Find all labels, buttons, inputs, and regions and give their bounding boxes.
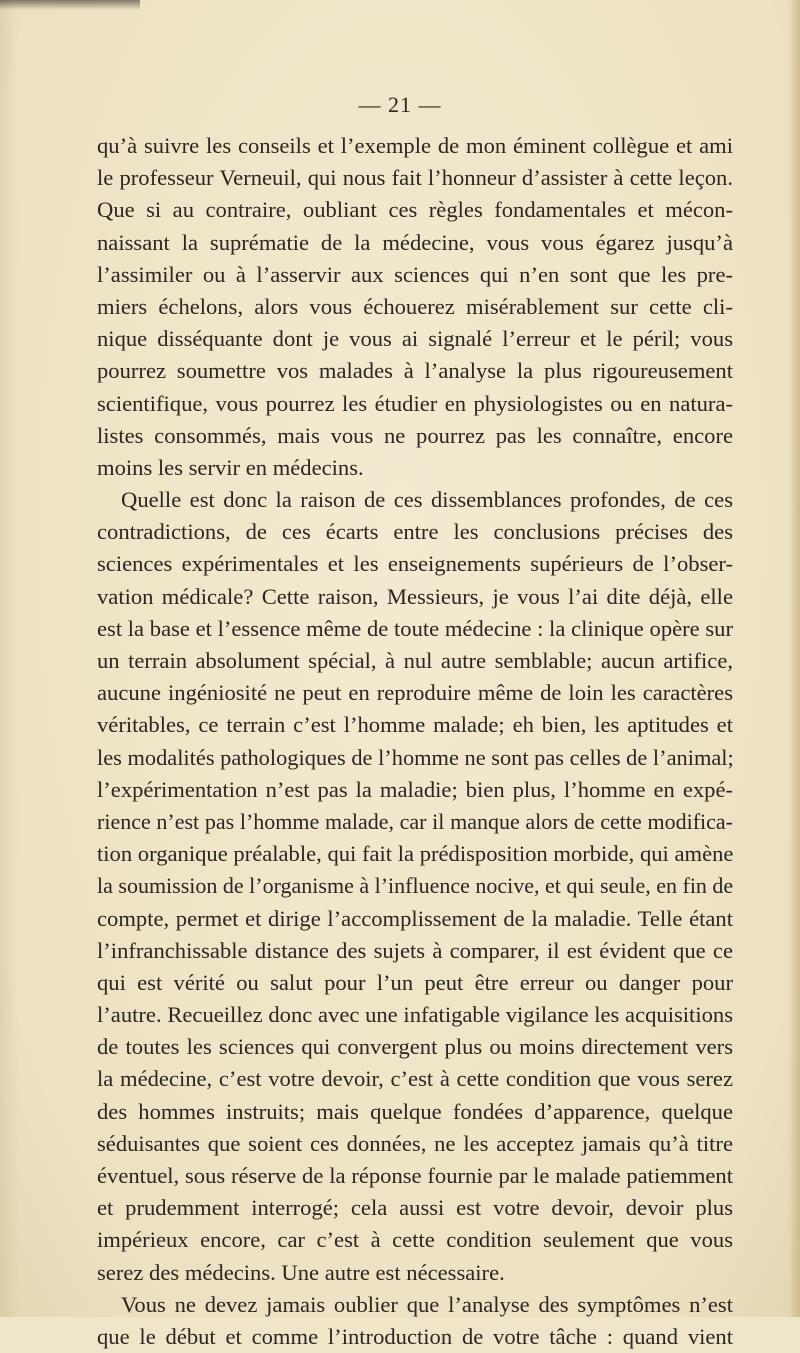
text-line: Que si au contraire, oubliant ces règles fondamentales et mécon- [97,197,733,223]
text-line: l’assimiler ou à l’asservir aux sciences qui n’en sont que les pre- [97,261,733,287]
text-line: Vous ne devez jamais oublier que l’analyse des symptômes n’est [121,1291,733,1317]
text-line: séduisantes que soient ces données, ne les acceptez jamais qu’à titre [97,1130,733,1156]
text-line: et prudemment interrogé; cela aussi est votre devoir, devoir plus [97,1195,733,1221]
text-line: sciences expérimentales et les enseignements supérieurs de l’obser- [97,551,733,577]
text-line: éventuel, sous réserve de la réponse fournie par le malade patiemment [97,1163,733,1188]
text-line: Quelle est donc la raison de ces dissemblances profondes, de ces [121,487,733,513]
text-line: de toutes les sciences qui convergent plus ou moins directement vers [97,1034,733,1060]
text-line: le professeur Verneuil, qui nous fait l’honneur d’assister à cette leçon. [97,165,733,191]
text-line: vation médicale? Cette raison, Messieurs, je vous l’ai dite déjà, elle [97,583,733,609]
text-line: tion organique préalable, qui fait la prédisposition morbide, qui amène [97,841,734,867]
text-line: un terrain absolument spécial, à nul autre semblable; aucun artifice, [97,648,733,673]
text-line: scientifique, vous pourrez les étudier en physiologistes ou en natura- [97,390,733,416]
text-line: la médecine, c’est votre devoir, c’est à cette condition que vous serez [97,1066,733,1092]
scan-shadow [0,0,140,10]
text-line: serez des médecins. Une autre est nécessaire. [97,1259,505,1285]
text-line: naissant la suprématie de la médecine, vous vous égarez jusqu’à [97,229,733,255]
text-line: nique disséquante dont je vous ai signalé l’erreur et le péril; vous [97,326,733,352]
text-line: impérieux encore, car c’est à cette condition seulement que vous [97,1227,733,1253]
text-line: l’autre. Recueillez donc avec une infatigable vigilance les acquisitions [97,1002,733,1028]
text-line: qu’à suivre les conseils et l’exemple de mon éminent collègue et ami [97,133,733,158]
text-line: contradictions, de ces écarts entre les conclusions précises des [97,519,733,545]
text-line: la soumission de l’organisme à l’influence nocive, et qui seule, en fin de [97,873,734,899]
text-line: listes consommés, mais vous ne pourrez pas les connaître, encore [97,422,733,448]
text-line: moins les servir en médecins. [97,454,364,480]
page-number: — 21 — [358,92,442,117]
text-line: l’infranchissable distance des sujets à comparer, il est évident que ce [97,937,733,963]
page-edge [790,0,800,1317]
text-line: véritables, ce terrain c’est l’homme malade; eh bien, les aptitudes et [97,712,733,738]
text-line: que le début et comme l’introduction de votre tâche : quand vient [97,1323,733,1349]
text-line: est la base et l’essence même de toute médecine : la clinique opère sur [97,615,733,641]
text-line: rience n’est pas l’homme malade, car il manque alors de cette modifica- [97,808,733,834]
text-line: des hommes instruits; mais quelque fondées d’apparence, quelque [97,1098,733,1124]
text-line: miers échelons, alors vous échouerez misérablement sur cette cli- [97,293,733,319]
text-line: qui est vérité ou salut pour l’un peut être erreur ou danger pour [97,969,733,995]
body-text [97,130,733,1353]
text-line: aucune ingéniosité ne peut en reproduire même de loin les caractères [97,680,733,706]
text-line: compte, permet et dirige l’accomplissement de la maladie. Telle étant [97,905,733,931]
text-line: l’expérimentation n’est pas la maladie; bien plus, l’homme en expé- [97,776,733,802]
text-line: pourrez soumettre vos malades à l’analyse la plus rigoureusement [97,358,733,384]
text-line: les modalités pathologiques de l’homme ne sont pas celles de l’animal; [97,744,734,770]
